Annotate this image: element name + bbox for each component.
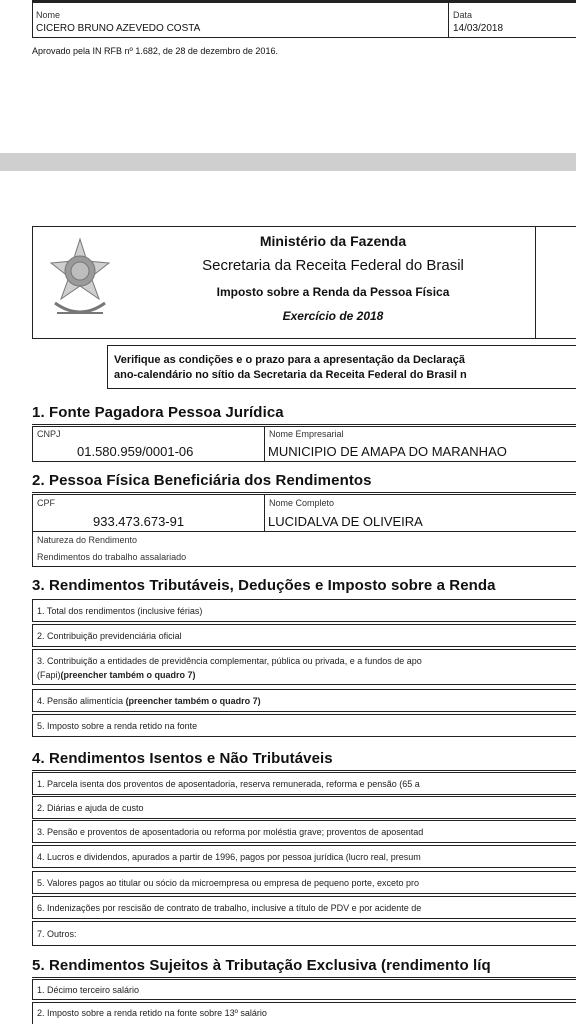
signature-date-label: Data [453, 10, 473, 20]
document-header [32, 226, 576, 339]
secretariat-title: Secretaria da Receita Federal do Brasil [202, 257, 464, 274]
s4-row-4 [32, 845, 576, 868]
notice-box [107, 345, 576, 389]
s3-row-3-note: (preencher também o quadro 7) [60, 670, 196, 680]
tax-title: Imposto sobre a Renda da Pessoa Física [216, 285, 450, 299]
s4-row-5-label: 5. Valores pagos ao titular ou sócio da microempresa ou empresa de pequeno porte, exceto pro [37, 878, 420, 888]
s3-row-2-label: 2. Contribuição previdenciária oficial [37, 631, 182, 641]
signature-name-value: CICERO BRUNO AZEVEDO COSTA [36, 23, 201, 34]
s3-row-5 [32, 714, 576, 737]
s4-row-7-label: 7. Outros: [37, 929, 77, 939]
s4-row-2 [32, 796, 576, 819]
cpf-value: 933.473.673-91 [93, 514, 185, 529]
section-2-underline [32, 492, 576, 493]
s4-row-1 [32, 772, 576, 795]
signature-date-value: 14/03/2018 [453, 23, 504, 34]
s4-row-6-label: 6. Indenizações por rescisão de contrato de trabalho, inclusive a título de PDV e por acidente de [37, 903, 422, 913]
signature-name-label: Nome [36, 10, 61, 20]
income-nature-label: Natureza do Rendimento [37, 535, 138, 545]
section-2-title: 2. Pessoa Física Beneficiária dos Rendimentos [32, 472, 372, 489]
full-name-field [264, 494, 576, 532]
s3-row-4-label [37, 696, 575, 706]
signature-name-box [32, 2, 449, 38]
approval-text: Aprovado pela IN RFB nº 1.682, de 28 de dezembro de 2016. [32, 46, 278, 56]
s5-row-2 [32, 1002, 576, 1024]
s4-row-5 [32, 871, 576, 894]
s4-row-1-label: 1. Parcela isenta dos proventos de aposentadoria, reserva remunerada, reforma e pensão (65 a [37, 779, 420, 789]
s3-row-1 [32, 599, 576, 622]
s4-row-7 [32, 921, 576, 946]
s5-row-1 [32, 979, 576, 1000]
s3-row-1-label: 1. Total dos rendimentos (inclusive férias) [37, 606, 203, 616]
page-gap [0, 153, 576, 171]
ministry-title: Ministério da Fazenda [259, 233, 407, 249]
coat-of-arms-emblem [47, 233, 113, 329]
section-4-title: 4. Rendimentos Isentos e Não Tributáveis [32, 750, 333, 767]
section-1-underline [32, 424, 576, 425]
s3-row-3-label-line-2 [37, 670, 575, 680]
section-5-title: 5. Rendimentos Sujeitos à Tributação Exclusiva (rendimento líq [32, 957, 491, 974]
income-nature-value: Rendimentos do trabalho assalariado [37, 552, 187, 562]
cpf-label: CPF [37, 498, 55, 508]
cnpj-field [32, 426, 265, 462]
section-3-title: 3. Rendimentos Tributáveis, Deduções e Imposto sobre a Renda [32, 577, 496, 594]
s5-row-1-label: 1. Décimo terceiro salário [37, 985, 140, 995]
s3-row-2 [32, 624, 576, 647]
company-name-field [264, 426, 576, 462]
s4-row-3 [32, 820, 576, 843]
s4-row-2-label: 2. Diárias e ajuda de custo [37, 803, 144, 813]
company-name-label: Nome Empresarial [269, 429, 344, 439]
s3-row-3 [32, 649, 576, 685]
cpf-field [32, 494, 265, 532]
full-name-label: Nome Completo [269, 498, 335, 508]
notice-line-2: ano-calendário no sítio da Secretaria da Receita Federal do Brasil n [114, 369, 467, 381]
s5-row-2-label: 2. Imposto sobre a renda retido na fonte sobre 13º salário [37, 1008, 267, 1018]
notice-line-1: Verifique as condições e o prazo para a apresentação da Declaraçã [114, 354, 465, 366]
section-5-underline [32, 977, 576, 978]
exercise-year: Exercício de 2018 [282, 309, 384, 323]
section-1-title: 1. Fonte Pagadora Pessoa Jurídica [32, 404, 284, 421]
cnpj-value: 01.580.959/0001-06 [77, 444, 194, 459]
s4-row-6 [32, 896, 576, 919]
header-divider [535, 227, 536, 339]
full-name-value: LUCIDALVA DE OLIVEIRA [268, 514, 423, 529]
s3-row-5-label: 5. Imposto sobre a renda retido na fonte [37, 721, 198, 731]
s3-row-4-text: 4. Pensão alimentícia [37, 696, 126, 706]
s3-row-4 [32, 689, 576, 712]
income-nature-field [32, 531, 576, 567]
signature-date-box [448, 2, 576, 38]
s4-row-3-label: 3. Pensão e proventos de aposentadoria ou reforma por moléstia grave; proventos de aposentad [37, 827, 424, 837]
cnpj-label: CNPJ [37, 429, 61, 439]
company-name-value: MUNICIPIO DE AMAPA DO MARANHAO [268, 444, 507, 459]
s3-row-3-fapi: (Fapi) [37, 670, 61, 680]
s4-row-4-label: 4. Lucros e dividendos, apurados a partir de 1996, pagos por pessoa jurídica (lucro real, presum [37, 852, 421, 862]
s3-row-4-note: (preencher também o quadro 7) [125, 696, 261, 706]
s3-row-3-label-line-1: 3. Contribuição a entidades de previdência complementar, pública ou privada, e a fundos de apo [37, 656, 422, 666]
section-4-underline [32, 770, 576, 771]
